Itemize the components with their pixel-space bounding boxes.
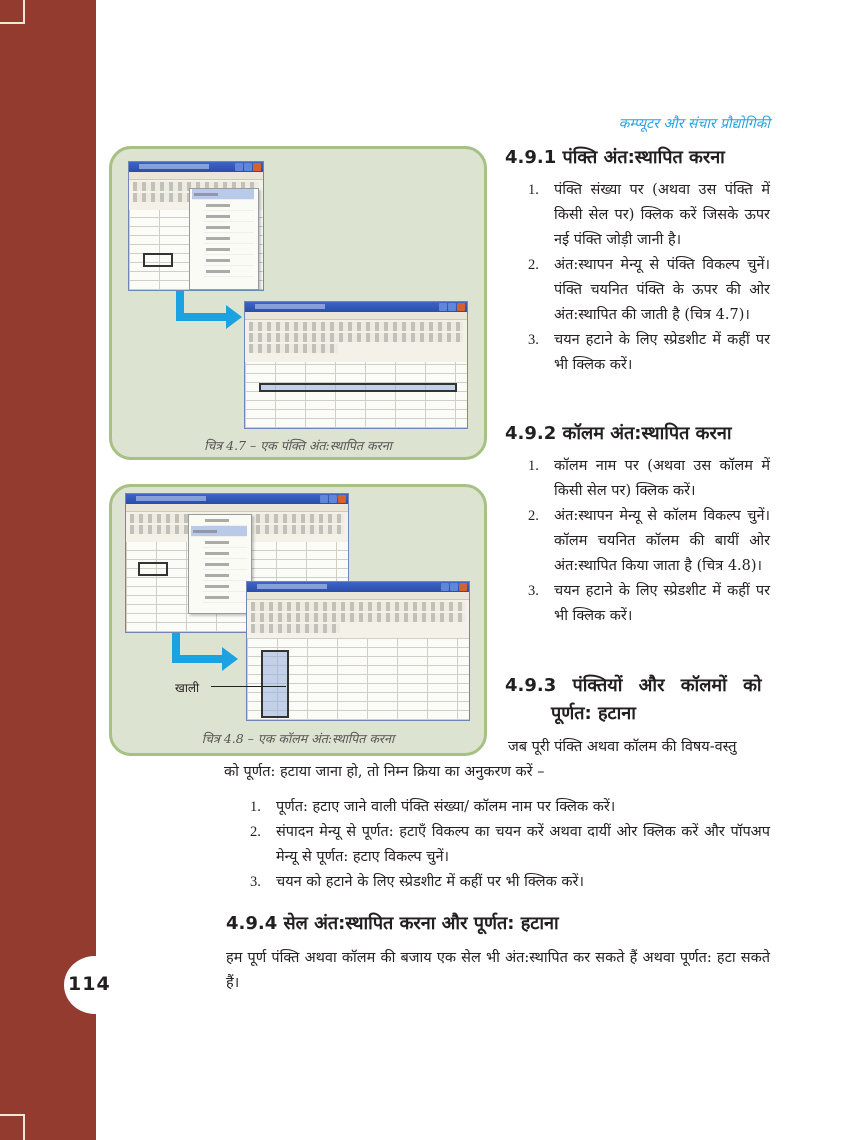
list-item [528, 328, 770, 378]
step-number: 1. [250, 799, 261, 815]
selected-row-cell [143, 253, 173, 267]
figure-caption: चित्र 4.8 – एक कॉलम अंत:स्थापित करना [201, 731, 395, 746]
blank-column-label: खाली [175, 681, 200, 695]
list-item [250, 820, 770, 870]
figure-4-8 [109, 484, 487, 756]
figure-caption: चित्र 4.7 – एक पंक्ति अंत:स्थापित करना [204, 438, 392, 453]
crop-mark-bottom [0, 1114, 25, 1140]
spreadsheet-screenshot-after [246, 581, 470, 721]
list-item [528, 178, 770, 253]
step-text: पंक्ति संख्या पर (अथवा उस पंक्ति में किसी सेल पर) क्लिक करें जिसके ऊपर नई पंक्ति जोड़ी जानी है। [554, 182, 770, 248]
figure-4-7 [109, 146, 487, 460]
section-heading-4-9-2: 4.9.2 कॉलम अंत:स्थापित करना [505, 423, 732, 444]
arrow-head-icon [226, 305, 242, 329]
step-number: 3. [250, 874, 261, 890]
section-heading-4-9-1: 4.9.1 पंक्ति अंत:स्थापित करना [505, 147, 725, 168]
step-number: 2. [528, 508, 539, 524]
step-number: 3. [528, 583, 539, 599]
section-heading-4-9-4: 4.9.4 सेल अंत:स्थापित करना और पूर्णत: हटाना [226, 913, 559, 934]
intro-text-line1: जब पूरी पंक्ति अथवा कॉलम की विषय-वस्तु [508, 739, 737, 755]
inserted-column [261, 650, 289, 718]
list-item [528, 504, 770, 579]
step-number: 3. [528, 332, 539, 348]
step-text: अंत:स्थापन मेन्यू से कॉलम विकल्प चुनें। कॉलम चयनित कॉलम की बायीं ओर अंत:स्थापित किया जाता है (चित्र 4.8)। [554, 508, 770, 574]
body-paragraph: हम पूर्ण पंक्ति अथवा कॉलम की बजाय एक सेल भी अंत:स्थापित कर सकते हैं अथवा पूर्णत: हटा सकते हैं। [226, 950, 770, 991]
step-number: 2. [528, 257, 539, 273]
page-number: 114 [68, 973, 111, 995]
step-text: चयन को हटाने के लिए स्प्रेडशीट में कहीं पर भी क्लिक करें। [276, 874, 584, 890]
list-item [528, 579, 770, 629]
step-text: पूर्णत: हटाए जाने वाली पंक्ति संख्या/ कॉलम नाम पर क्लिक करें। [276, 799, 616, 815]
crop-mark-top [0, 0, 25, 24]
step-text: चयन हटाने के लिए स्प्रेडशीट में कहीं पर भी क्लिक करें। [554, 332, 770, 373]
section-heading-4-9-3: 4.9.3 पंक्तियों और कॉलमों को [505, 675, 762, 696]
step-number: 1. [528, 182, 539, 198]
section-heading-4-9-3-cont: पूर्णत: हटाना [551, 703, 636, 724]
step-text: अंत:स्थापन मेन्यू से पंक्ति विकल्प चुनें। पंक्ति चयनित पंक्ति के ऊपर की ओर अंत:स्थापित की जाती है (चित्र 4.7)। [554, 257, 770, 323]
inserted-row [259, 383, 457, 392]
steps-list-4-9-1 [528, 178, 770, 378]
spreadsheet-screenshot-after [244, 301, 468, 429]
list-item [250, 870, 770, 895]
step-text: चयन हटाने के लिए स्प्रेडशीट में कहीं पर भी क्लिक करें। [554, 583, 770, 624]
selected-column-cell [138, 562, 168, 576]
arrow-head-icon [222, 647, 238, 671]
insert-menu [188, 514, 252, 614]
insert-menu [189, 188, 259, 290]
steps-list-4-9-2 [528, 454, 770, 629]
list-item [528, 253, 770, 328]
callout-line [211, 686, 286, 687]
arrow-shaft [176, 313, 228, 321]
steps-list-4-9-3 [250, 795, 770, 895]
list-item [250, 795, 770, 820]
running-head: कम्प्यूटर और संचार प्रौद्योगिकी [618, 116, 770, 132]
intro-text-line2: को पूर्णत: हटाया जाना हो, तो निम्न क्रिया का अनुकरण करें – [224, 764, 545, 780]
arrow-shaft [172, 655, 224, 663]
spreadsheet-screenshot-before [128, 161, 264, 291]
step-number: 2. [250, 824, 261, 840]
step-number: 1. [528, 458, 539, 474]
step-text: संपादन मेन्यू से पूर्णत: हटाएँ विकल्प का चयन करें अथवा दायीं ओर क्लिक करें और पॉपअप मेन्यू से पूर्णत: हटाए विकल्प चुनें। [276, 824, 770, 865]
step-text: कॉलम नाम पर (अथवा उस कॉलम में किसी सेल पर) क्लिक करें। [554, 458, 770, 499]
list-item [528, 454, 770, 504]
